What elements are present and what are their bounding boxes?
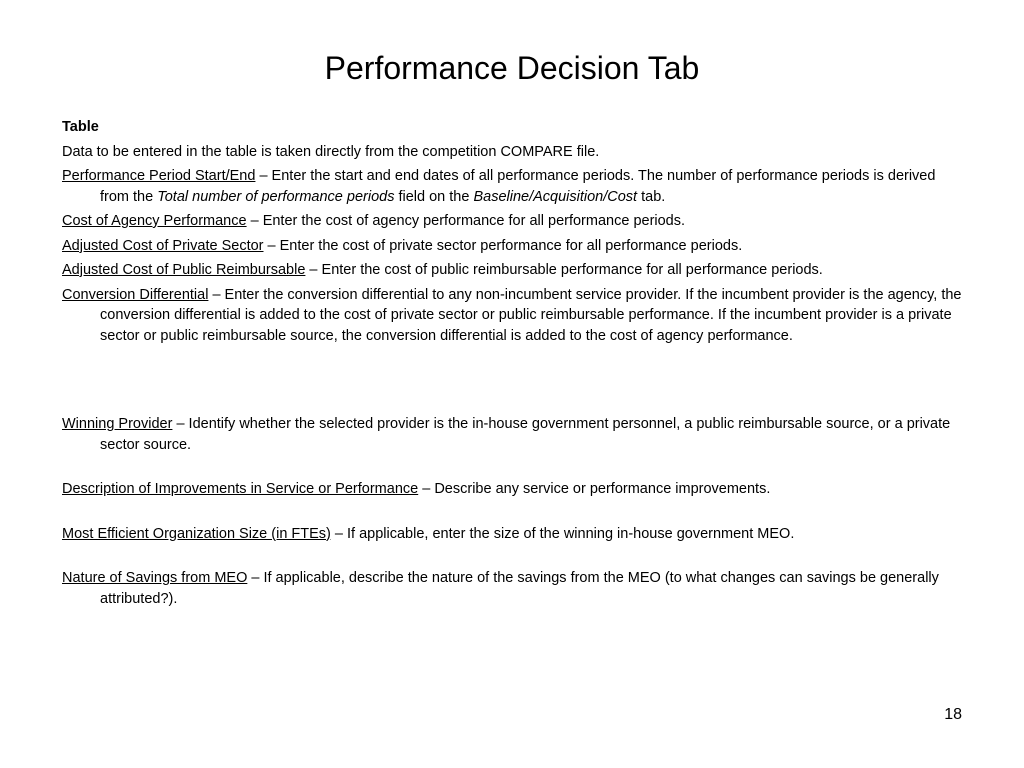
term-agency-cost: Cost of Agency Performance	[62, 213, 247, 229]
term-private-cost: Adjusted Cost of Private Sector	[62, 237, 264, 254]
desc-performance-period-3: tab.	[637, 188, 666, 205]
desc-winning-provider: – Identify whether the selected provider is the in-house government personnel, a public reimbursable source, or a private sector source.	[100, 416, 951, 453]
field-name-total-periods: Total number of performance periods	[157, 188, 395, 205]
item-agency-cost	[62, 211, 962, 232]
term-conversion-differential: Conversion Differential	[62, 286, 209, 303]
item-savings	[62, 568, 962, 609]
item-public-cost	[62, 260, 962, 281]
item-private-cost	[62, 236, 962, 257]
term-public-cost: Adjusted Cost of Public Reimbursable	[62, 262, 306, 278]
term-meo-size: Most Efficient Organization Size (in FTEs)	[62, 525, 331, 542]
term-savings: Nature of Savings from MEO	[62, 570, 248, 586]
term-winning-provider: Winning Provider	[62, 416, 173, 432]
desc-improvements: – Describe any service or performance improvements.	[418, 481, 771, 497]
item-meo-size	[62, 524, 962, 545]
term-performance-period: Performance Period Start/End	[62, 168, 256, 184]
desc-meo-size: – If applicable, enter the size of the winning in-house government MEO.	[330, 525, 795, 542]
tab-name-baseline: Baseline/Acquisition/Cost	[473, 188, 638, 205]
desc-conversion-differential: – Enter the conversion differential to any non-incumbent service provider. If the incumbent provider is the agency, the conversion differential is added to the cost of private sector or public reimbursable performance. If the incumbent provider is a private sector or public reimbursable source, the conversion differential is added to the cost of agency performance.	[100, 286, 962, 344]
item-improvements	[62, 479, 962, 500]
item-winning-provider	[62, 414, 962, 455]
term-improvements: Description of Improvements in Service or Performance	[62, 481, 419, 497]
desc-agency-cost: – Enter the cost of agency performance for all performance periods.	[246, 213, 686, 229]
intro-text: Data to be entered in the table is taken directly from the competition COMPARE file.	[62, 143, 600, 160]
desc-private-cost: – Enter the cost of private sector performance for all performance periods.	[263, 237, 743, 254]
slide-body	[62, 117, 962, 613]
desc-performance-period-2: field on the	[394, 188, 474, 205]
desc-performance-period-1: – Enter the start and end dates of all performance periods. The number of performance periods is derived from the	[100, 168, 936, 205]
page-title: Performance Decision Tab	[324, 50, 700, 86]
desc-savings: – If applicable, describe the nature of the savings from the MEO (to what changes can savings be generally attributed?).	[100, 570, 939, 607]
item-conversion-differential	[62, 285, 962, 347]
item-performance-period	[62, 166, 962, 207]
section-heading: Table	[62, 119, 99, 135]
desc-public-cost: – Enter the cost of public reimbursable performance for all performance periods.	[305, 262, 823, 278]
page-number: 18	[944, 706, 962, 723]
